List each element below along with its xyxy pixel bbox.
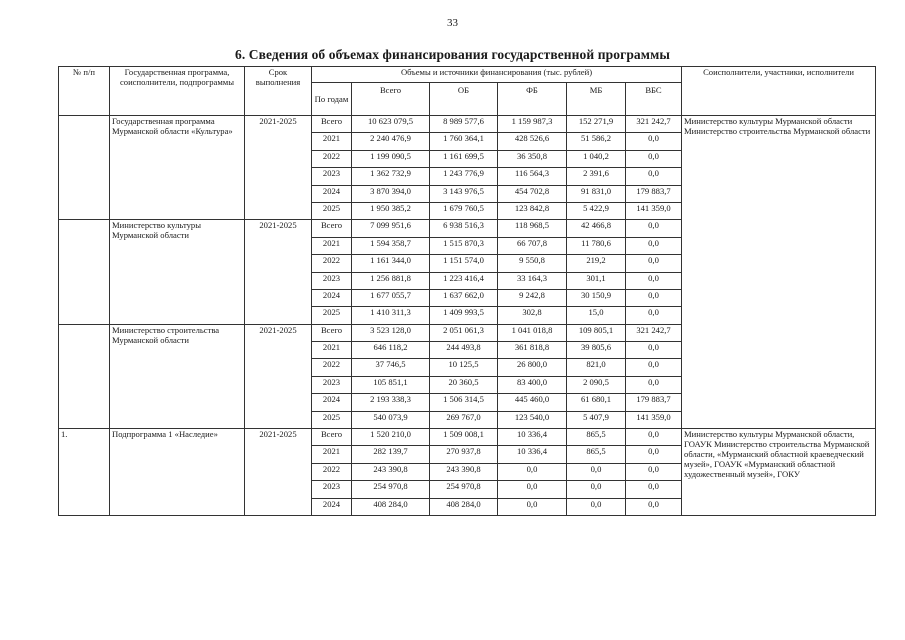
- total-cell: 243 390,8: [352, 463, 430, 480]
- mb-cell: 91 831,0: [567, 185, 626, 202]
- vbs-cell: 141 359,0: [626, 411, 682, 428]
- vbs-cell: 0,0: [626, 376, 682, 393]
- mb-cell: 865,5: [567, 446, 626, 463]
- total-cell: 1 950 385,2: [352, 202, 430, 219]
- year-cell: 2024: [312, 498, 352, 515]
- ob-cell: 408 284,0: [430, 498, 498, 515]
- year-cell: 2023: [312, 481, 352, 498]
- ob-cell: 1 506 314,5: [430, 394, 498, 411]
- year-cell: 2023: [312, 168, 352, 185]
- mb-cell: 0,0: [567, 498, 626, 515]
- total-cell: 1 520 210,0: [352, 429, 430, 446]
- program-name: Подпрограмма 1 «Наследие»: [110, 429, 245, 516]
- year-cell: 2025: [312, 202, 352, 219]
- vbs-cell: 179 883,7: [626, 185, 682, 202]
- ob-cell: 20 360,5: [430, 376, 498, 393]
- header-num: № п/п: [59, 67, 110, 116]
- ob-cell: 1 679 760,5: [430, 202, 498, 219]
- mb-cell: 152 271,9: [567, 116, 626, 133]
- vbs-cell: 179 883,7: [626, 394, 682, 411]
- executors-cell: Министерство культуры Мурманской области Министерство строительства Мурманской области: [682, 116, 876, 429]
- period-cell: 2021-2025: [245, 220, 312, 324]
- period-cell: 2021-2025: [245, 116, 312, 220]
- fb-cell: 428 526,6: [498, 133, 567, 150]
- fb-cell: 454 702,8: [498, 185, 567, 202]
- ob-cell: 254 970,8: [430, 481, 498, 498]
- fb-cell: 0,0: [498, 463, 567, 480]
- mb-cell: 1 040,2: [567, 150, 626, 167]
- mb-cell: 5 422,9: [567, 202, 626, 219]
- year-cell: 2021: [312, 237, 352, 254]
- vbs-cell: 0,0: [626, 255, 682, 272]
- ob-cell: 6 938 516,3: [430, 220, 498, 237]
- page-number: 33: [447, 17, 458, 29]
- ob-cell: 270 937,8: [430, 446, 498, 463]
- fb-cell: 83 400,0: [498, 376, 567, 393]
- vbs-cell: 321 242,7: [626, 116, 682, 133]
- header-fb: ФБ: [498, 83, 567, 116]
- ob-cell: 1 409 993,5: [430, 307, 498, 324]
- fb-cell: 123 842,8: [498, 202, 567, 219]
- table-row: [59, 116, 876, 133]
- year-cell: Всего: [312, 324, 352, 341]
- mb-cell: 5 407,9: [567, 411, 626, 428]
- ob-cell: 2 051 061,3: [430, 324, 498, 341]
- program-name: Государственная программа Мурманской области «Культура»: [110, 116, 245, 220]
- fb-cell: 1 159 987,3: [498, 116, 567, 133]
- ob-cell: 269 767,0: [430, 411, 498, 428]
- row-number: [59, 220, 110, 324]
- fb-cell: 361 818,8: [498, 342, 567, 359]
- executors-cell: Министерство культуры Мурманской области, ГОАУК Министерство строительства Мурманской области, «Мурманский областной краеведческий музей», ГОАУК «Мурманский областной художественный музей», ГОКУ: [682, 429, 876, 516]
- total-cell: 1 594 358,7: [352, 237, 430, 254]
- total-cell: 10 623 079,5: [352, 116, 430, 133]
- mb-cell: 219,2: [567, 255, 626, 272]
- total-cell: 105 851,1: [352, 376, 430, 393]
- mb-cell: 42 466,8: [567, 220, 626, 237]
- vbs-cell: 321 242,7: [626, 324, 682, 341]
- total-cell: 3 870 394,0: [352, 185, 430, 202]
- year-cell: 2022: [312, 150, 352, 167]
- mb-cell: 39 805,6: [567, 342, 626, 359]
- fb-cell: 9 242,8: [498, 289, 567, 306]
- program-name: Министерство культуры Мурманской области: [110, 220, 245, 324]
- fb-cell: 0,0: [498, 481, 567, 498]
- ob-cell: 1 161 699,5: [430, 150, 498, 167]
- ob-cell: 1 515 870,3: [430, 237, 498, 254]
- vbs-cell: 0,0: [626, 463, 682, 480]
- total-cell: 1 256 881,8: [352, 272, 430, 289]
- row-number: [59, 324, 110, 428]
- total-cell: 282 139,7: [352, 446, 430, 463]
- header-ob: ОБ: [430, 83, 498, 116]
- ob-cell: 1 637 662,0: [430, 289, 498, 306]
- ob-cell: 1 509 008,1: [430, 429, 498, 446]
- vbs-cell: 141 359,0: [626, 202, 682, 219]
- year-cell: 2025: [312, 307, 352, 324]
- year-cell: 2021: [312, 446, 352, 463]
- fb-cell: 445 460,0: [498, 394, 567, 411]
- header-executors: Соисполнители, участники, исполнители: [682, 67, 876, 116]
- year-cell: 2021: [312, 342, 352, 359]
- total-cell: 37 746,5: [352, 359, 430, 376]
- total-cell: 1 410 311,3: [352, 307, 430, 324]
- fb-cell: 116 564,3: [498, 168, 567, 185]
- header-period: Срок выполнения: [245, 67, 312, 116]
- total-cell: 1 362 732,9: [352, 168, 430, 185]
- total-cell: 2 240 476,9: [352, 133, 430, 150]
- year-cell: 2025: [312, 411, 352, 428]
- ob-cell: 243 390,8: [430, 463, 498, 480]
- ob-cell: 10 125,5: [430, 359, 498, 376]
- document-title: 6. Сведения об объемах финансирования государственной программы: [234, 47, 671, 62]
- vbs-cell: 0,0: [626, 272, 682, 289]
- vbs-cell: 0,0: [626, 168, 682, 185]
- fb-cell: 118 968,5: [498, 220, 567, 237]
- vbs-cell: 0,0: [626, 498, 682, 515]
- program-name: Министерство строительства Мурманской области: [110, 324, 245, 428]
- year-cell: 2022: [312, 359, 352, 376]
- mb-cell: 0,0: [567, 481, 626, 498]
- period-cell: 2021-2025: [245, 324, 312, 428]
- total-cell: 254 970,8: [352, 481, 430, 498]
- ob-cell: 244 493,8: [430, 342, 498, 359]
- year-cell: 2022: [312, 463, 352, 480]
- year-cell: 2021: [312, 133, 352, 150]
- year-cell: Всего: [312, 116, 352, 133]
- table-header: [59, 67, 876, 116]
- total-cell: 3 523 128,0: [352, 324, 430, 341]
- row-number: [59, 116, 110, 220]
- year-cell: 2024: [312, 185, 352, 202]
- mb-cell: 30 150,9: [567, 289, 626, 306]
- year-cell: 2024: [312, 289, 352, 306]
- period-cell: 2021-2025: [245, 429, 312, 516]
- header-mb: МБ: [567, 83, 626, 116]
- ob-cell: 3 143 976,5: [430, 185, 498, 202]
- fb-cell: 36 350,8: [498, 150, 567, 167]
- total-cell: 540 073,9: [352, 411, 430, 428]
- mb-cell: 2 391,6: [567, 168, 626, 185]
- table-row: [59, 429, 876, 446]
- mb-cell: 61 680,1: [567, 394, 626, 411]
- vbs-cell: 0,0: [626, 133, 682, 150]
- vbs-cell: 0,0: [626, 307, 682, 324]
- header-program: Государственная программа, соисполнители, подпрограммы: [110, 67, 245, 116]
- fb-cell: 9 550,8: [498, 255, 567, 272]
- header-vbs: ВБС: [626, 83, 682, 116]
- total-cell: 7 099 951,6: [352, 220, 430, 237]
- total-cell: 1 677 055,7: [352, 289, 430, 306]
- year-cell: 2023: [312, 376, 352, 393]
- vbs-cell: 0,0: [626, 359, 682, 376]
- fb-cell: 0,0: [498, 498, 567, 515]
- mb-cell: 109 805,1: [567, 324, 626, 341]
- financing-table: [58, 66, 876, 516]
- fb-cell: 26 800,0: [498, 359, 567, 376]
- mb-cell: 51 586,2: [567, 133, 626, 150]
- fb-cell: 10 336,4: [498, 446, 567, 463]
- header-by-years: По годам: [312, 83, 352, 116]
- vbs-cell: 0,0: [626, 446, 682, 463]
- ob-cell: 8 989 577,6: [430, 116, 498, 133]
- table-body: [59, 116, 876, 516]
- ob-cell: 1 243 776,9: [430, 168, 498, 185]
- mb-cell: 0,0: [567, 463, 626, 480]
- header-volumes: Объемы и источники финансирования (тыс. рублей): [312, 67, 682, 83]
- year-cell: 2022: [312, 255, 352, 272]
- fb-cell: 302,8: [498, 307, 567, 324]
- mb-cell: 821,0: [567, 359, 626, 376]
- fb-cell: 10 336,4: [498, 429, 567, 446]
- vbs-cell: 0,0: [626, 289, 682, 306]
- vbs-cell: 0,0: [626, 220, 682, 237]
- mb-cell: 11 780,6: [567, 237, 626, 254]
- year-cell: Всего: [312, 429, 352, 446]
- mb-cell: 865,5: [567, 429, 626, 446]
- vbs-cell: 0,0: [626, 429, 682, 446]
- fb-cell: 1 041 018,8: [498, 324, 567, 341]
- year-cell: 2024: [312, 394, 352, 411]
- vbs-cell: 0,0: [626, 237, 682, 254]
- fb-cell: 66 707,8: [498, 237, 567, 254]
- mb-cell: 2 090,5: [567, 376, 626, 393]
- vbs-cell: 0,0: [626, 481, 682, 498]
- row-number: 1.: [59, 429, 110, 516]
- ob-cell: 1 223 416,4: [430, 272, 498, 289]
- mb-cell: 15,0: [567, 307, 626, 324]
- mb-cell: 301,1: [567, 272, 626, 289]
- fb-cell: 123 540,0: [498, 411, 567, 428]
- ob-cell: 1 151 574,0: [430, 255, 498, 272]
- header-total: Всего: [352, 83, 430, 116]
- total-cell: 1 161 344,0: [352, 255, 430, 272]
- fb-cell: 33 164,3: [498, 272, 567, 289]
- total-cell: 646 118,2: [352, 342, 430, 359]
- vbs-cell: 0,0: [626, 150, 682, 167]
- year-cell: 2023: [312, 272, 352, 289]
- ob-cell: 1 760 364,1: [430, 133, 498, 150]
- vbs-cell: 0,0: [626, 342, 682, 359]
- total-cell: 408 284,0: [352, 498, 430, 515]
- year-cell: Всего: [312, 220, 352, 237]
- total-cell: 1 199 090,5: [352, 150, 430, 167]
- total-cell: 2 193 338,3: [352, 394, 430, 411]
